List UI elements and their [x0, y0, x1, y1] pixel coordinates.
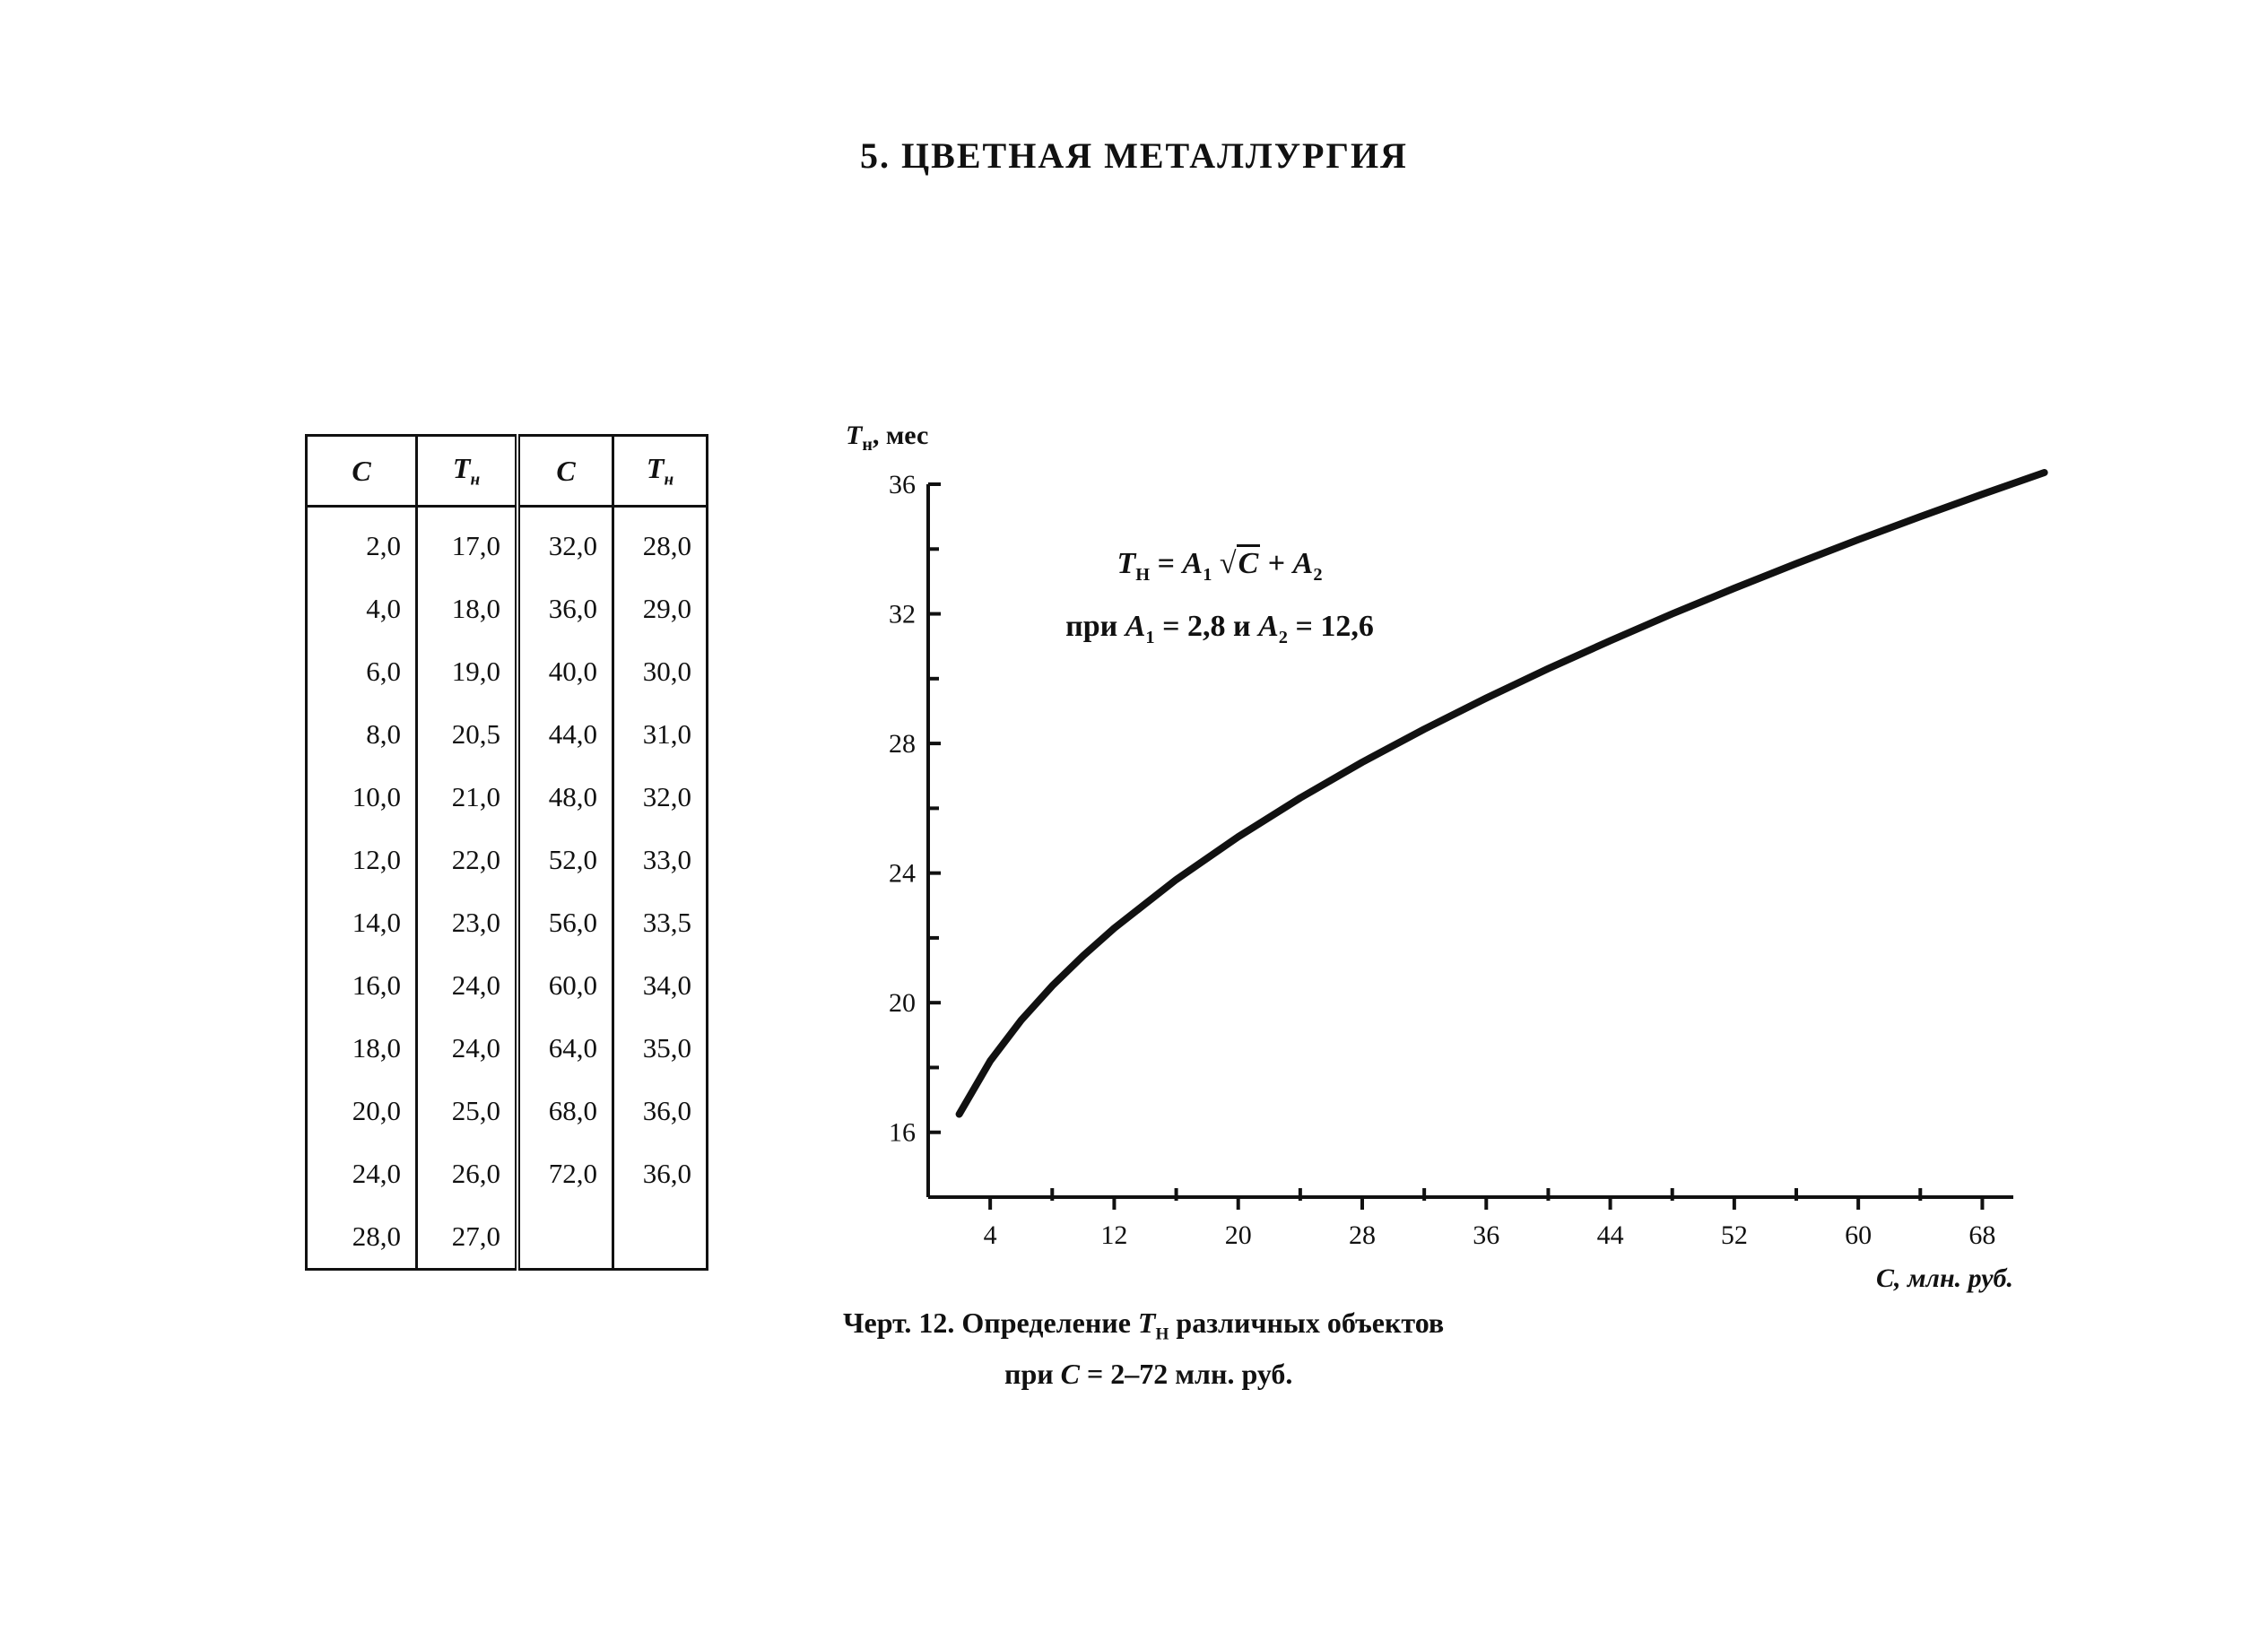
table-cell: 36,0	[613, 1142, 708, 1205]
x-tick-label: 52	[1720, 1220, 1748, 1250]
table-cell: 64,0	[517, 1017, 613, 1080]
header-tn-2: $T_н$	[613, 436, 708, 507]
table-cell: 33,0	[613, 829, 708, 891]
table-cell: 6,0	[307, 640, 417, 703]
table-cell: 68,0	[517, 1080, 613, 1142]
table-cell: 25,0	[417, 1080, 518, 1142]
table-cell: 2,0	[307, 507, 417, 578]
table-cell: 8,0	[307, 703, 417, 766]
table-cell: 30,0	[613, 640, 708, 703]
x-tick-label: 36	[1473, 1220, 1500, 1250]
header-tn-1: $T_н$	[417, 436, 518, 507]
table-cell: 19,0	[417, 640, 518, 703]
y-tick-label: 20	[889, 988, 916, 1019]
table-cell: 16,0	[307, 954, 417, 1017]
table-cell: 24,0	[417, 954, 518, 1017]
table-cell: 10,0	[307, 766, 417, 829]
table-cell: 44,0	[517, 703, 613, 766]
table-cell: 27,0	[417, 1205, 518, 1270]
y-tick-label: 24	[889, 858, 916, 889]
x-tick-label: 28	[1349, 1220, 1376, 1250]
table-cell: 48,0	[517, 766, 613, 829]
formula-line-2: при $A_1 = 2,8$ и $A_2 = 12,6$	[1065, 609, 1374, 647]
table-cell: 14,0	[307, 891, 417, 954]
table-cell: 22,0	[417, 829, 518, 891]
x-tick-label: 4	[983, 1220, 997, 1250]
table-cell: 17,0	[417, 507, 518, 578]
table-cell: 36,0	[613, 1080, 708, 1142]
x-tick-label: 60	[1845, 1220, 1873, 1250]
table-cell: 52,0	[517, 829, 613, 891]
table-cell: 24,0	[307, 1142, 417, 1205]
table-cell: 33,5	[613, 891, 708, 954]
y-tick-label: 36	[889, 470, 916, 499]
table-cell: 20,5	[417, 703, 518, 766]
figure-caption	[843, 1303, 1560, 1394]
formula	[1031, 538, 1408, 664]
section-title: 5. ЦВЕТНАЯ МЕТАЛЛУРГИЯ	[860, 135, 1408, 176]
caption-line-1: Черт. 12. Определение $T_Н$ различных объектов	[843, 1307, 1445, 1344]
table-cell: 60,0	[517, 954, 613, 1017]
table-cell: 18,0	[307, 1017, 417, 1080]
table-cell: 35,0	[613, 1017, 708, 1080]
table-cell: 72,0	[517, 1142, 613, 1205]
y-tick-label: 28	[889, 729, 916, 760]
table-cell: 28,0	[613, 507, 708, 578]
caption-line-2: при C = 2–72 млн. руб.	[1004, 1358, 1293, 1391]
x-axis-label: C, млн. руб.	[1875, 1263, 2013, 1293]
table-cell: 18,0	[417, 577, 518, 640]
header-c-2: C	[517, 436, 613, 507]
header-c-1: C	[307, 436, 417, 507]
table-cell: 20,0	[307, 1080, 417, 1142]
formula-line-1: $T_Н = A_1$ $√C + A_2$	[1031, 538, 1408, 601]
y-tick-label: 32	[889, 599, 916, 629]
table-cell: 21,0	[417, 766, 518, 829]
table-cell: 4,0	[307, 577, 417, 640]
x-tick-label: 20	[1224, 1220, 1252, 1250]
table-cell: 12,0	[307, 829, 417, 891]
x-tick-label: 68	[1968, 1220, 1996, 1250]
y-tick-label: 16	[889, 1117, 916, 1148]
table-cell: 31,0	[613, 703, 708, 766]
table-cell: 28,0	[307, 1205, 417, 1270]
table-cell: 32,0	[517, 507, 613, 578]
x-tick-label: 44	[1596, 1220, 1624, 1250]
table-cell: 32,0	[613, 766, 708, 829]
table-cell: 29,0	[613, 577, 708, 640]
table-cell: 26,0	[417, 1142, 518, 1205]
table-cell: 56,0	[517, 891, 613, 954]
table-cell: 40,0	[517, 640, 613, 703]
table-cell: 24,0	[417, 1017, 518, 1080]
table-cell: 34,0	[613, 954, 708, 1017]
y-axis-label: $T_н$, мес	[846, 421, 929, 455]
table-cell: 23,0	[417, 891, 518, 954]
table-cell: 36,0	[517, 577, 613, 640]
x-tick-label: 12	[1100, 1220, 1128, 1250]
